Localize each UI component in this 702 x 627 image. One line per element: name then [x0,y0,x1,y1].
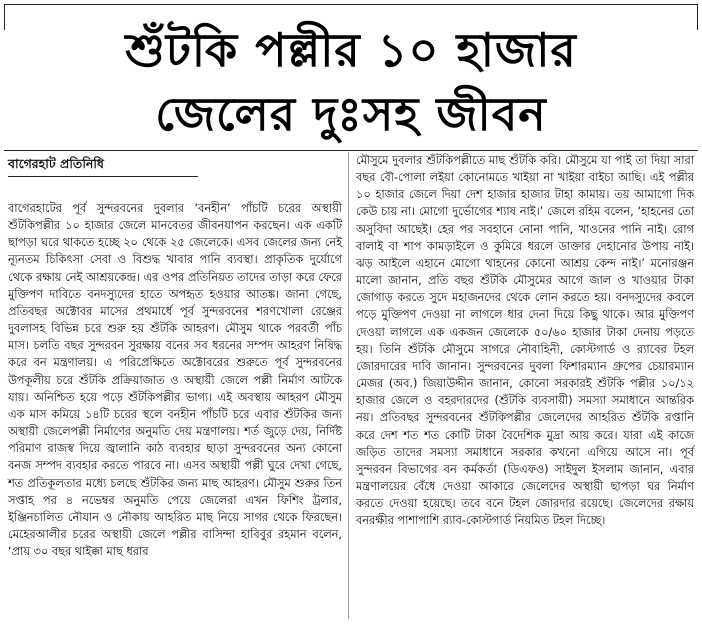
column-divider [348,152,349,619]
article-paragraph-right: মৌসুমে দুবলার শুঁটকিপল্লীতে মাছ শুঁটকি করি। মৌসুমে যা পাই তা দিয়া সারা বছর বৌ-পোলা লইয়া কোনোমতে খাইয়া না খাইয়া বাইচা আছি। এই পল্লীর ১০ হাজার জেলে দিয়া দেশ হাজার হাজার টাহা কামায়। তয় আমাগো দিক কেউ চায় না। মোগো দুর্ভোগের শ্যাষ নাই।’ জেলে রহিম বলেন, ‘হাহনের তো অসুবিদা আছেই। হের পর সবহানে নোনা পানি, খাওনের পানি নাই। রোগ বালাই বা শাপ কামড়াইলে ও কুমিরে ধরলে ডাক্তার দেহানোর উপায় নাই। ঝড় আইলে এহানে মোগো থাহনের কোনো আশ্রয় কেন্দ নাই।’ মনোরঞ্জন মালো জানান, প্রতি বছর শুঁটকি মৌসুমের আগে জাল ও খাওয়ার টাকা জোগাড় করতে সুদে মহাজনদের থেকে লোন করতে হয়। বনদস্যুদের কবলে পড়ে মুক্তিপণ দেওয়া না লাগলে ধার দেনা দিয়ে কিছু থাকে। আর মুক্তিপণ দেওয়া লাগলে এক একজন জেলেকে ৫০/৬০ হাজার টাকা দেনায় পড়তে হয়। তিনি শুঁটকি মৌসুমে সাগরে নৌবাহিনী, কোস্টগার্ড ও র‍্যাবের টহল জোরদারের দাবি জানান। সুন্দরবনের দুবলা ফিশারম্যান গ্রুপের চেয়ারম্যান মেজর (অব.) জিয়াউদ্দীন জানান, কোনো সরকারই শুঁটকি পল্লীর ১০/১২ হাজার জেলে ও বহরদারদের (শুঁটকি ব্যবসায়ী) সমস্যা সমাধানে আন্তরিক নয়। প্রতিবছর সুন্দরবনের শুঁটকিপল্লীর জেলেদের আহরিত শুঁটকি রপ্তানি করে দেশ শত শত কোটি টাকা বৈদেশিক মুদ্রা আয় করে। যারা এই কাজে জড়িত তাদের সমস্যা সমাধানে সরকার কখনো এগিয়ে আসে না। পূর্ব সুন্দরবন বিভাগের বন কর্মকর্তা (ডিএফও) সাইদুল ইসলাম জানান, এবার মন্ত্রণালয়ের বেঁধে দেওয়া আকারে জেলেদের অস্থায়ী ছাপড়া ঘর নির্মাণ করতে দেওয়া হয়েছে। তবে বনে টহল জোরদার রয়েছে। জেলেদের রক্ষায় বনরক্ষীর পাশাপাশি র‍্যাব-কোস্টগার্ড নিয়মিত টহল দিচ্ছে। [356,154,694,528]
article-column-left [8,200,342,560]
headline-line-1: শুঁটকি পল্লীর ১০ হাজার [125,23,577,77]
byline: বাগেরহাট প্রতিনিধি [8,156,104,171]
article-paragraph-left: বাগেরহাটের পূর্ব সুন্দরবনের দুবলার ‘বনহীন’ পাঁচটি চরের অস্থায়ী শুঁটকিপল্লীর ১০ হাজার জেলে মানবেতর জীবনযাপন করছেন। এক একটি ছাপড়া ঘরে থাকতে হচ্ছে ২০ থেকে ২৫ জেলেকে। এসব জেলের জন্য নেই ন্যূনতম চিকিৎসা সেবা ও বিশুদ্ধ খাবার পানি ব্যবস্থা। প্রাকৃতিক দুর্যোগে থেকে রক্ষায় নেই আশ্রয়কেন্দ্র। এর ওপর প্রতিনিয়ত তাদের তাড়া করে ফেরে মুক্তিপণ দাবিতে বনদস্যুদের হাতে অপহৃত হওয়ার আতঙ্ক। জানা গেছে, প্রতিবছর অক্টোবর মাসের প্রথমার্ধে পূর্ব সুন্দরবনের শরণখোলা রেঞ্জের দুবলাসহ বিভিন্ন চরে শুরু হয় শুঁটকি আহরণ। মৌসুম থাকে পরবর্তী পাঁচ মাস। চলতি বছর সুন্দরবন সুরক্ষায় বনের সব ধরনের সম্পদ আহরণ নিষিদ্ধ করে বন মন্ত্রণালয়। এ পরিপ্রেক্ষিতে অক্টোবরের শুরুতে পূর্ব সুন্দরবনের উপকূলীয় চরে শুঁটকি প্রক্রিয়াজাত ও অস্থায়ী জেলে পল্লী নির্মাণ আটকে যায়। অনিশ্চিত হয়ে পড়ে শুঁটকিপল্লীর ভাগ্য। এই অবস্থায় আহরণ মৌসুম এক মাস কমিয়ে ১৪টি চরের স্থলে বনহীন পাঁচটি চরে এবার শুঁটকির জন্য অস্থায়ী জেলেপল্লী নির্মাণের অনুমতি দেয় মন্ত্রণালয়। শর্ত জুড়ে দেয়, নির্দিষ্ট পরিমাণ রাজস্ব দিয়ে জ্বালানি কাঠ ব্যবহার ছাড়া সুন্দরবনের অন্য কোনো বনজ সম্পদ ব্যবহার করতে পারবে না। এসব অস্থায়ী পল্লী ঘুরে দেখা গেছে, শত প্রতিকূলতার মধ্যে চলছে শুঁটকির জন্য মাছ আহরণ। মৌসুম শুরুর তিন সপ্তাহ পর ৪ নভেম্বর অনুমতি পেয়ে জেলেরা এখন ফিশিং ট্রলার, ইঞ্জিনচালিত নৌযান ও নৌকায় আহরিত মাছ নিয়ে সাগর থেকে ফিরছেন। মেহেরআলীর চরের অস্থায়ী জেলে পল্লীর বাসিন্দা হাবিবুর রহমান বলেন, ‘প্রায় ৩০ বছর থাইক্কা মাছ ধরার [8,202,342,559]
headline-rule [4,150,698,151]
headline-line-2: জেলের দুঃসহ জীবন [155,87,547,141]
top-border [4,4,698,5]
article-column-right [356,152,694,529]
byline-rule [8,176,198,177]
